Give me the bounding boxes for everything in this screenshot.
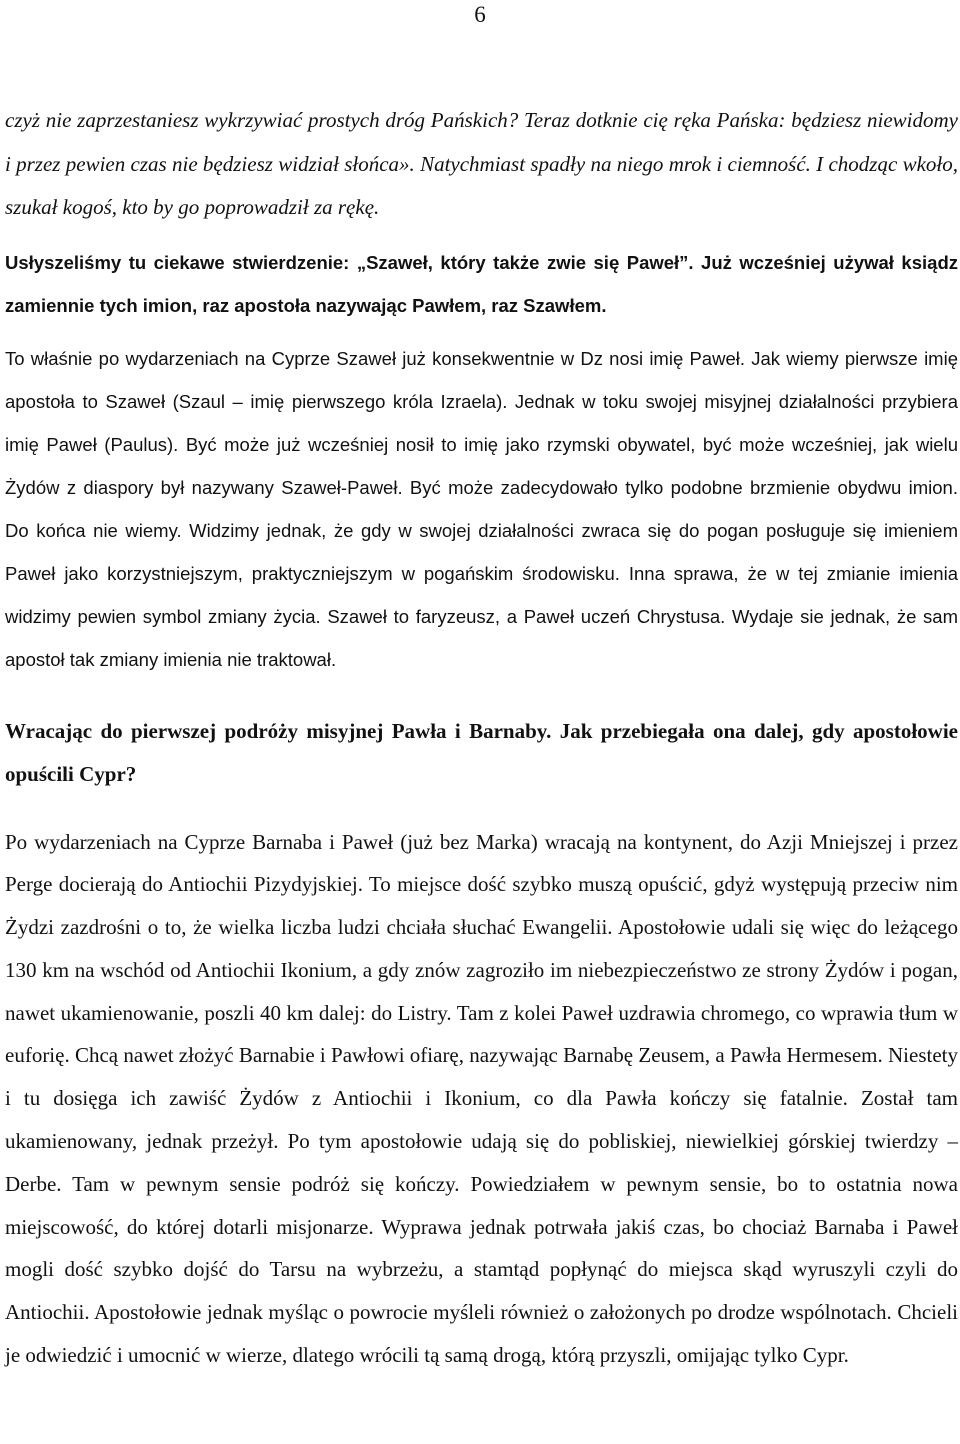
page-number: 6 bbox=[474, 2, 486, 27]
answer-paragraph-2: Po wydarzeniach na Cyprze Barnaba i Paweł (już bez Marka) wracają na kontynent, do Azji Mniejszej i przez Perge docierają do Antiochii Pizydyjskiej. To miejsce dość szybko muszą opuścić, gdyż występują przeciw nim Żydzi zazdrośni o to, że wielka liczba ludzi chciała słuchać Ewangelii. Apostołowie udali się więc do leżącego 130 km na wschód od Antiochii Ikonium, a gdy znów zagroziło im niebezpieczeństwo ze strony Żydów i pogan, nawet ukamienowanie, poszli 40 km dalej: do Listry. Tam z kolei Paweł uzdrawia chromego, co wprawia tłum w euforię. Chcą nawet złożyć Barnabie i Pawłowi ofiarę, nazywając Barnabę Zeusem, a Pawła Hermesem. Niestety i tu dosięga ich zawiść Żydów z Antiochii i Ikonium, co dla Pawła kończy się fatalnie. Został tam ukamienowany, jednak przeżył. Po tym apostołowie udają się do pobliskiej, niewielkiej górskiej twierdzy – Derbe. Tam w pewnym sensie podróż się kończy. Powiedziałem w pewnym sensie, bo to ostatnia nowa miejscowość, do której dotarli misjonarze. Wyprawa jednak potrwała jakiś czas, bo chociaż Barnaba i Paweł mogli dość szybko dojść do Tarsu na wybrzeżu, a stamtąd popłynąć do miejsca skąd wyruszyli czyli do Antiochii. Apostołowie jednak myśląc o powrocie myśleli również o założonych po drodze wspólnotach. Chcieli je odwiedzić i umocnić w wierze, dlatego wrócili tą samą drogą, którą przyszli, omijając tylko Cypr. bbox=[5, 829, 958, 1368]
document-body bbox=[5, 99, 958, 1377]
answer-paragraph: To właśnie po wydarzeniach na Cyprze Szaweł już konsekwentnie w Dz nosi imię Paweł. Jak wiemy pierwsze imię apostoła to Szaweł (Szaul – imię pierwszego króla Izraela). Jednak w toku swojej misyjnej działalności przybiera imię Paweł (Paulus). Być może już wcześniej nosił to imię jako rzymski obywatel, być może wcześniej, jak wielu Żydów z diaspory był nazywany Szaweł-Paweł. Być może zadecydowało tylko podobne brzmienie obydwu imion. Do końca nie wiemy. Widzimy jednak, że gdy w swojej działalności zwraca się do pogan posługuje się imieniem Paweł jako korzystniejszym, praktyczniejszym w pogańskim środowisku. Inna sprawa, że w tej zmianie imienia widzimy pewien symbol zmiany życia. Szaweł to faryzeusz, a Paweł uczeń Chrystusa. Wydaje sie jednak, że sam apostoł tak zmiany imienia nie traktował. bbox=[5, 347, 958, 670]
quote-paragraph: czyż nie zaprzestaniesz wykrzywiać prostych dróg Pańskich? Teraz dotknie cię ręka Pańska: będziesz niewidomy i przez pewien czas nie będziesz widział słońca». Natychmiast spadły na niego mrok i ciemność. I chodząc wkoło, szukał kogoś, kto by go poprowadził za rękę. bbox=[5, 108, 958, 219]
question-paragraph-2: Wracając do pierwszej podróży misyjnej Pawła i Barnaby. Jak przebiegała ona dalej, gdy apostołowie opuścili Cypr? bbox=[5, 718, 958, 786]
question-paragraph: Usłyszeliśmy tu ciekawe stwierdzenie: „Szaweł, który także zwie się Paweł”. Już wcześniej używał ksiądz zamiennie tych imion, raz apostoła nazywając Pawłem, raz Szawłem. bbox=[5, 251, 958, 316]
